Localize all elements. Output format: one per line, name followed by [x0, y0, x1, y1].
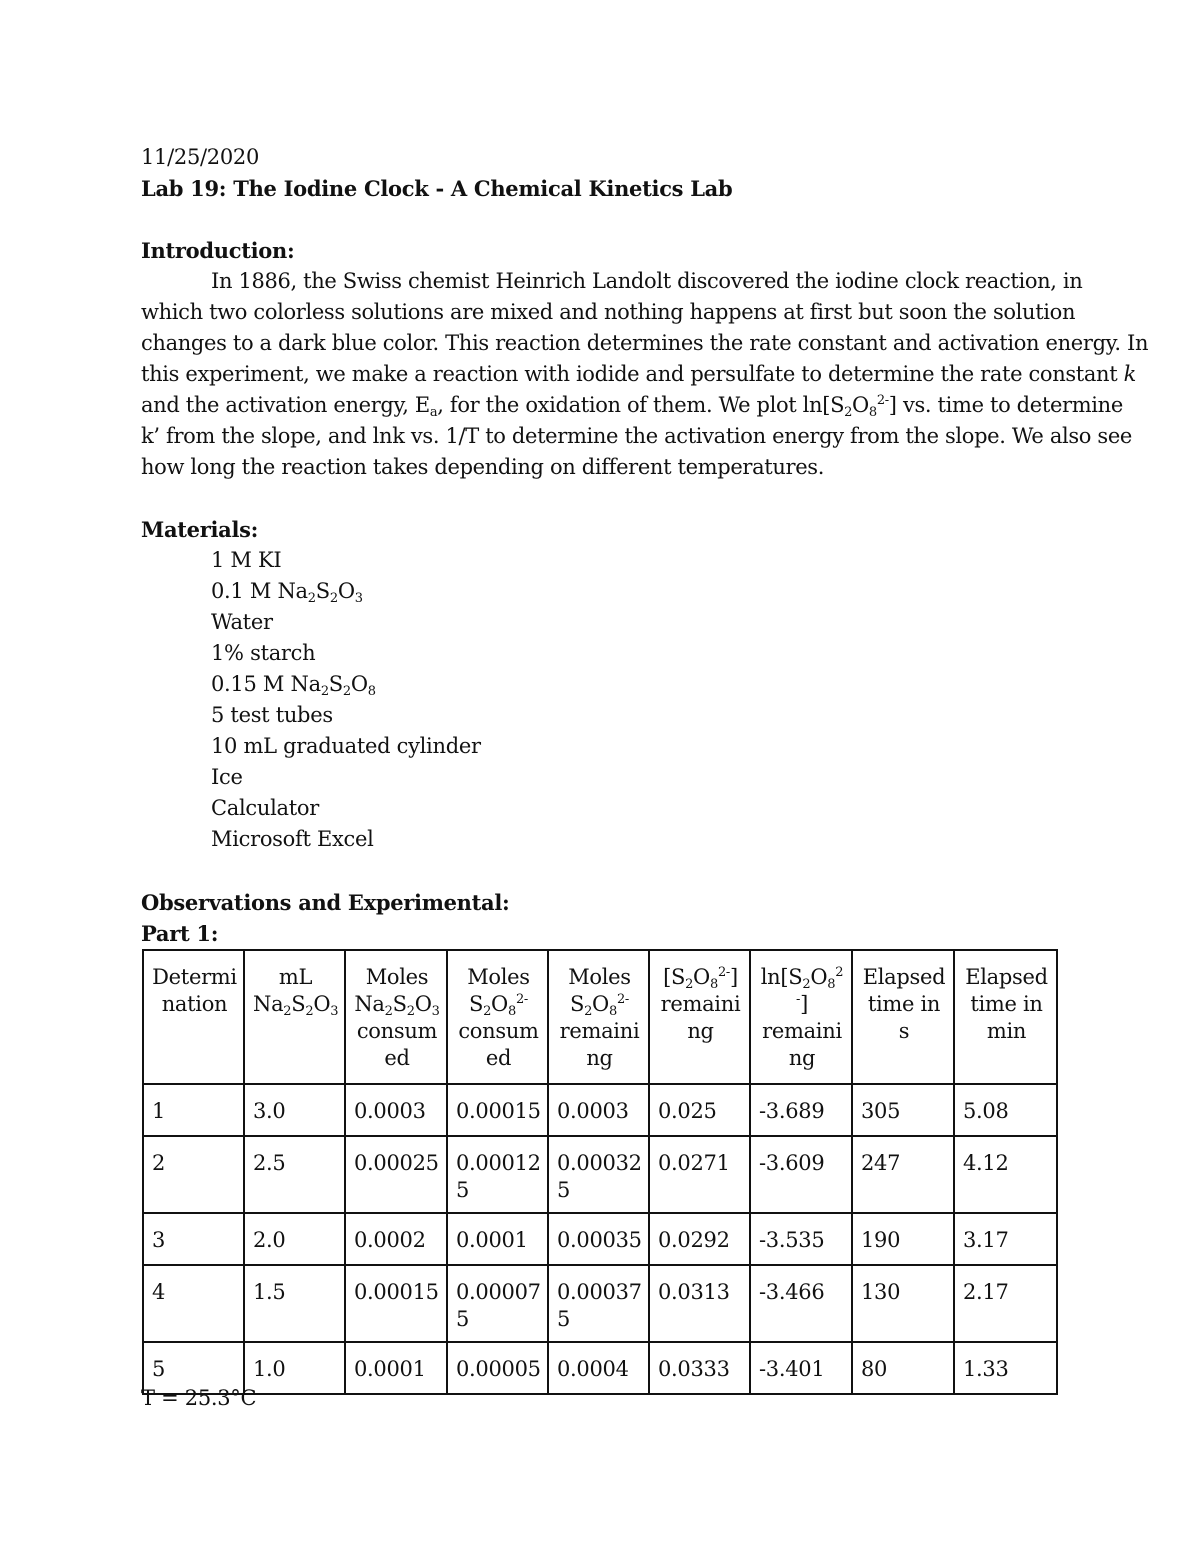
header-text: Moles: [467, 965, 530, 989]
formula-element: O: [337, 579, 355, 603]
cell-na-consumed: 0.00015: [345, 1265, 447, 1342]
cell-seconds: 190: [852, 1213, 954, 1265]
cell-na-consumed: 0.0001: [345, 1342, 447, 1394]
cell-s-remaining: [548, 1265, 649, 1342]
intro-line: In 1886, the Swiss chemist Heinrich Landolt discovered the iodine clock reaction, in: [211, 269, 1083, 293]
materials-heading: Materials:: [141, 517, 259, 542]
formula-subscript: 2: [320, 684, 329, 699]
material-item: [211, 669, 481, 700]
header-ml: [244, 950, 345, 1084]
formula-subscript: 3: [431, 1004, 440, 1019]
intro-line: how long the reaction takes depending on different temperatures.: [141, 455, 825, 479]
intro-line-text: this experiment, we make a reaction with iodide and persulfate to determine the rate constant: [141, 362, 1124, 386]
header-ln-concentration: [750, 950, 852, 1084]
formula-subscript: 8: [709, 977, 718, 992]
header-text: nation: [161, 992, 228, 1016]
cell-concentration: 0.0313: [649, 1265, 750, 1342]
formula-element: O: [810, 965, 828, 989]
ea-subscript: a: [429, 405, 438, 420]
cell-ln: -3.401: [750, 1342, 852, 1394]
header-text: remaini: [660, 992, 741, 1016]
formula-subscript: 2: [305, 1004, 314, 1019]
header-text: remaini: [762, 1019, 842, 1043]
material-text: 0.1 M Na: [211, 579, 308, 603]
cell-ln: -3.466: [750, 1265, 852, 1342]
formula-subscript: 8: [507, 1004, 516, 1019]
header-text: ng: [687, 1019, 714, 1043]
intro-line: [141, 390, 1123, 421]
cell-concentration: 0.0271: [649, 1136, 750, 1213]
formula-element: O: [592, 992, 609, 1016]
formula-element: Na: [354, 992, 385, 1016]
cell-determination: 4: [143, 1265, 244, 1342]
formula-subscript: 2: [329, 591, 338, 606]
formula-subscript: 3: [330, 1004, 339, 1019]
header-text: min: [986, 1019, 1027, 1043]
header-elapsed-minutes: [954, 950, 1057, 1084]
header-text: ng: [788, 1046, 816, 1070]
table-row: [143, 1084, 1057, 1136]
table-header-row: [143, 950, 1057, 1084]
cell-s-remaining: 0.00035: [548, 1213, 649, 1265]
formula-element: O: [852, 393, 869, 417]
header-text: ed: [485, 1046, 512, 1070]
intro-line: k’ from the slope, and lnk vs. 1/T to determine the activation energy from the slope. We also see: [141, 424, 1132, 448]
material-item: Calculator: [211, 796, 319, 820]
cell-text-part: 5: [456, 1178, 470, 1202]
header-elapsed-seconds: [852, 950, 954, 1084]
cell-s-consumed: 0.00005: [447, 1342, 548, 1394]
cell-s-consumed: 0.00015: [447, 1084, 548, 1136]
header-text: Elapsed: [965, 965, 1048, 989]
cell-determination: 3: [143, 1213, 244, 1265]
header-text: consum: [356, 1019, 438, 1043]
formula-subscript: 2: [406, 1004, 415, 1019]
header-text: remaini: [559, 1019, 640, 1043]
cell-text-part: 5: [456, 1307, 470, 1331]
cell-s-remaining: 0.0003: [548, 1084, 649, 1136]
header-moles-na-consumed: [345, 950, 447, 1084]
cell-determination: 5: [143, 1342, 244, 1394]
cell-seconds: 247: [852, 1136, 954, 1213]
header-text: time in: [970, 992, 1043, 1016]
cell-s-consumed: [447, 1265, 548, 1342]
cell-minutes: 3.17: [954, 1213, 1057, 1265]
header-text: Elapsed: [862, 965, 946, 989]
header-concentration-remaining: [649, 950, 750, 1084]
material-item: 1% starch: [211, 641, 316, 665]
formula-subscript: 2: [844, 405, 853, 420]
cell-concentration: 0.0333: [649, 1342, 750, 1394]
formula-element: O: [313, 992, 331, 1016]
cell-na-consumed: 0.00025: [345, 1136, 447, 1213]
formula-subscript: 8: [608, 1004, 617, 1019]
formula-element: [: [663, 965, 671, 989]
intro-line: [141, 359, 1137, 390]
formula-element: S: [328, 672, 343, 696]
cell-s-consumed: [447, 1136, 548, 1213]
header-text: ng: [586, 1046, 613, 1070]
cell-text-part: 0.00007: [456, 1280, 541, 1304]
header-text: time in: [867, 992, 941, 1016]
formula-element: S: [670, 965, 686, 989]
cell-na-consumed: 0.0003: [345, 1084, 447, 1136]
formula-subscript: 2: [802, 977, 811, 992]
part-heading: Part 1:: [141, 921, 219, 946]
cell-ln: -3.535: [750, 1213, 852, 1265]
cell-determination: 2: [143, 1136, 244, 1213]
material-item: Ice: [211, 765, 243, 789]
table-row: [143, 1265, 1057, 1342]
material-item: Microsoft Excel: [211, 827, 374, 851]
formula-subscript: 3: [354, 591, 363, 606]
cell-text-part: 5: [557, 1307, 571, 1331]
cell-text-part: 0.00037: [557, 1280, 642, 1304]
formula-charge: -: [796, 992, 801, 1007]
intro-line: which two colorless solutions are mixed and nothing happens at first but soon the solution: [141, 300, 1076, 324]
cell-s-consumed: 0.0001: [447, 1213, 548, 1265]
cell-ln: -3.609: [750, 1136, 852, 1213]
cell-concentration: 0.025: [649, 1084, 750, 1136]
intro-line-text: and the activation energy, E: [141, 393, 430, 417]
introduction-heading: Introduction:: [141, 238, 295, 263]
formula-subscript: 2: [384, 1004, 393, 1019]
formula-charge: 2-: [616, 992, 630, 1007]
cell-determination: 1: [143, 1084, 244, 1136]
cell-minutes: 1.33: [954, 1342, 1057, 1394]
header-text: s: [898, 1019, 910, 1043]
cell-ml: 1.5: [244, 1265, 345, 1342]
table-row: [143, 1342, 1057, 1394]
formula-element: O: [414, 992, 432, 1016]
report-date: 11/25/2020: [141, 145, 260, 169]
formula-subscript: 8: [868, 405, 877, 420]
formula-element: S: [468, 992, 484, 1016]
formula-element: S: [315, 579, 330, 603]
header-text: ed: [384, 1046, 410, 1070]
cell-ml: 1.0: [244, 1342, 345, 1394]
intro-line-text: ] vs. time to determine: [888, 393, 1123, 417]
formula-element: O: [350, 672, 368, 696]
cell-na-consumed: 0.0002: [345, 1213, 447, 1265]
header-text: Moles: [568, 965, 631, 989]
formula-element: S: [392, 992, 407, 1016]
cell-ml: 2.0: [244, 1213, 345, 1265]
cell-minutes: 2.17: [954, 1265, 1057, 1342]
formula-element: ]: [800, 992, 808, 1016]
results-table: [142, 949, 1058, 1395]
temperature-note: T = 25.3°C: [141, 1386, 257, 1410]
cell-ln: -3.689: [750, 1084, 852, 1136]
formula-subscript: 2: [342, 684, 351, 699]
formula-subscript: 2: [307, 591, 316, 606]
formula-element: Na: [253, 992, 284, 1016]
formula-element: ]: [730, 965, 738, 989]
cell-ml: 2.5: [244, 1136, 345, 1213]
cell-minutes: 4.12: [954, 1136, 1057, 1213]
report-title: Lab 19: The Iodine Clock - A Chemical Kinetics Lab: [141, 176, 733, 201]
cell-seconds: 80: [852, 1342, 954, 1394]
intro-line: changes to a dark blue color. This reaction determines the rate constant and activation energy. In: [141, 331, 1149, 355]
rate-constant-symbol: k: [1123, 362, 1137, 386]
material-item: Water: [211, 610, 273, 634]
cell-seconds: 305: [852, 1084, 954, 1136]
formula-subscript: 8: [827, 977, 836, 992]
header-text: Determi: [152, 965, 237, 989]
header-determination: [143, 950, 244, 1084]
material-item: [211, 576, 481, 607]
table-row: [143, 1136, 1057, 1213]
formula-element: S: [788, 965, 803, 989]
material-item: 5 test tubes: [211, 703, 333, 727]
cell-text-part: 0.00032: [557, 1151, 642, 1175]
observations-heading: Observations and Experimental:: [141, 890, 510, 915]
formula-subscript: 8: [367, 684, 376, 699]
formula-element: O: [491, 992, 508, 1016]
formula-charge: 2-: [515, 992, 529, 1007]
header-text: mL: [278, 965, 313, 989]
table-row: [143, 1213, 1057, 1265]
cell-concentration: 0.0292: [649, 1213, 750, 1265]
formula-element: O: [693, 965, 710, 989]
formula-element: ln[: [760, 965, 789, 989]
header-moles-s-consumed: [447, 950, 548, 1084]
cell-seconds: 130: [852, 1265, 954, 1342]
cell-s-remaining: 0.0004: [548, 1342, 649, 1394]
formula-charge: 2-: [876, 393, 889, 408]
cell-text-part: 0.00012: [456, 1151, 541, 1175]
cell-s-remaining: [548, 1136, 649, 1213]
material-text: 0.15 M Na: [211, 672, 321, 696]
cell-text-part: 5: [557, 1178, 571, 1202]
formula-charge: 2-: [717, 965, 731, 980]
header-moles-s-remaining: [548, 950, 649, 1084]
formula-subscript: 2: [483, 1004, 492, 1019]
formula-element: S: [291, 992, 306, 1016]
cell-ml: 3.0: [244, 1084, 345, 1136]
cell-minutes: 5.08: [954, 1084, 1057, 1136]
introduction-paragraph: [141, 266, 1149, 483]
material-item: 1 M KI: [211, 548, 282, 572]
formula-subscript: 2: [283, 1004, 292, 1019]
header-text: Moles: [365, 965, 429, 989]
formula-charge: 2: [835, 965, 844, 980]
material-item: 10 mL graduated cylinder: [211, 734, 481, 758]
materials-list: [211, 545, 481, 855]
header-text: consum: [458, 1019, 539, 1043]
formula-element: S: [569, 992, 585, 1016]
formula-subscript: 2: [584, 1004, 593, 1019]
intro-line-text: , for the oxidation of them. We plot ln[S: [437, 393, 845, 417]
formula-subscript: 2: [685, 977, 694, 992]
